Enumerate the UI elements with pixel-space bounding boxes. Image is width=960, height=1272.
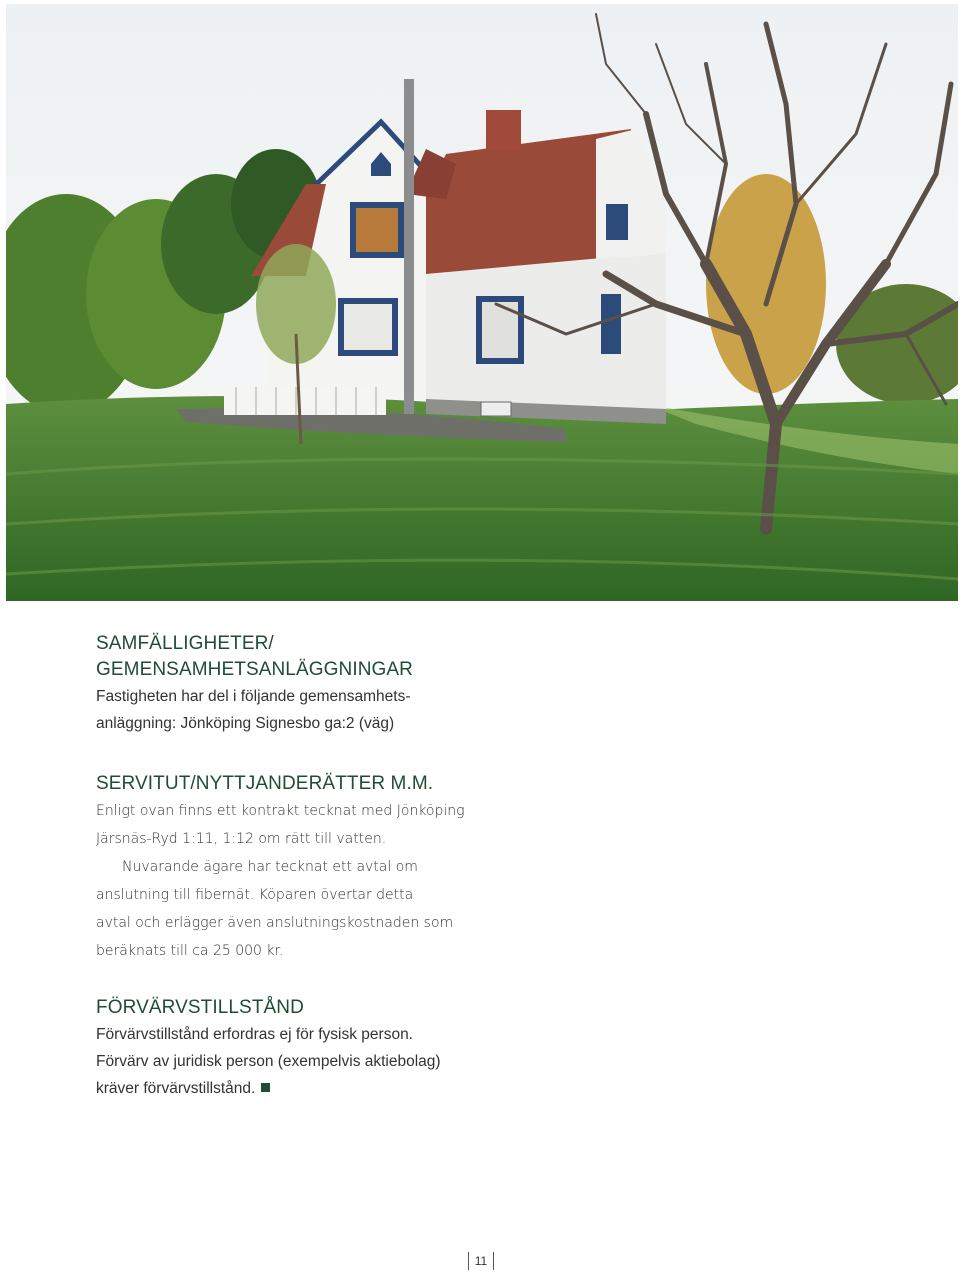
section-paragraph xyxy=(96,683,516,737)
section-paragraph xyxy=(96,1021,516,1102)
section-samfalligheter xyxy=(96,631,516,737)
house-photo xyxy=(6,4,958,601)
paragraph-line: Enligt ovan finns ett kontrakt tecknat med Jönköping xyxy=(96,803,465,819)
end-mark-square-icon xyxy=(261,1083,270,1092)
paragraph-line: Nuvarande ägare har tecknat ett avtal om xyxy=(122,859,418,875)
paragraph-line-last xyxy=(96,1075,516,1102)
paragraph-line: Förvärvstillstånd erfordras ej för fysisk person. xyxy=(96,1026,413,1043)
paragraph-line-text: kräver förvärvstillstånd. xyxy=(96,1080,256,1097)
page-number xyxy=(466,1252,496,1272)
paragraph-line: anslutning till fibernät. Köparen övertar detta xyxy=(96,887,414,903)
paragraph-line: Järsnäs-Ryd 1:11, 1:12 om rätt till vatten. xyxy=(96,831,387,847)
paragraph-line: Förvärv av juridisk person (exempelvis aktiebolag) xyxy=(96,1053,441,1070)
section-paragraph xyxy=(96,797,516,965)
section-heading xyxy=(96,631,516,683)
section-heading xyxy=(96,995,516,1021)
section-servitut xyxy=(96,771,516,965)
heading-line: FÖRVÄRVSTILLSTÅND xyxy=(96,997,304,1018)
paragraph-line: anläggning: Jönköping Signesbo ga:2 (väg) xyxy=(96,715,395,732)
heading-line: GEMENSAMHETSANLÄGGNINGAR xyxy=(96,659,414,680)
paragraph-line: avtal och erlägger även anslutningskostnaden som xyxy=(96,915,454,931)
heading-line: SERVITUT/NYTTJANDERÄTTER M.M. xyxy=(96,773,434,794)
section-heading xyxy=(96,771,516,797)
paragraph-line: beräknats till ca 25 000 kr. xyxy=(96,943,284,959)
heading-line: SAMFÄLLIGHETER/ xyxy=(96,633,274,654)
section-forvarvstillstand xyxy=(96,995,516,1102)
page-number-divider xyxy=(468,1252,469,1270)
paragraph-line: Fastigheten har del i följande gemensamhets- xyxy=(96,688,411,705)
page-number-text: 11 xyxy=(474,1254,488,1268)
page-number-divider xyxy=(493,1252,494,1270)
